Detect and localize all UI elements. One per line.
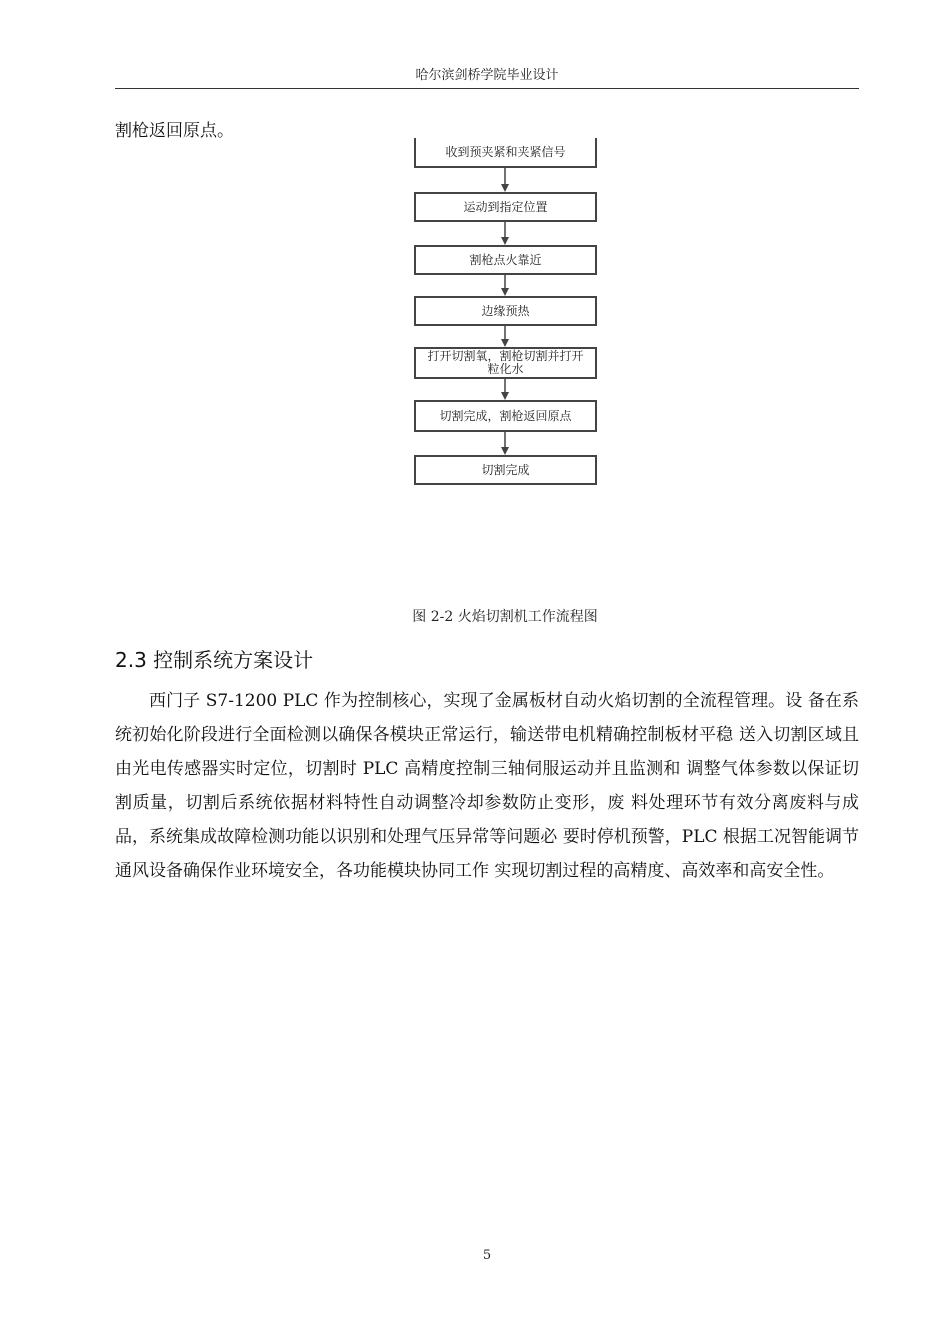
header-rule <box>115 88 859 89</box>
flow-step-cut-complete: 切割完成 <box>414 455 597 485</box>
page-header: 哈尔滨剑桥学院毕业设计 <box>415 68 559 83</box>
page-number: 5 <box>482 1248 492 1263</box>
flow-step-torch-ignite: 割枪点火靠近 <box>414 245 597 275</box>
flow-step-cut-done-return: 切割完成，割枪返回原点 <box>414 400 597 432</box>
figure-caption: 图 2-2 火焰切割机工作流程图 <box>412 609 598 625</box>
flow-step-edge-preheat: 边缘预热 <box>414 296 597 326</box>
flow-step-move-to-position: 运动到指定位置 <box>414 192 597 222</box>
flowchart-figure <box>405 138 605 490</box>
section-heading: 2.3 控制系统方案设计 <box>115 648 314 672</box>
lead-text: 割枪返回原点。 <box>115 121 234 141</box>
body-paragraph: 西门子 S7-1200 PLC 作为控制核心，实现了金属板材自动火焰切割的全流程管理。设 备在系统初始化阶段进行全面检测以确保各模块正常运行，输送带电机精确控制板材平稳 送入切割区域且由光电传感器实时定位，切割时 PLC 高精度控制三轴伺服运动并且监测和 调整气体参数以保证切割质量，切割后系统依据材料特性自动调整冷却参数防止变形，废 料处理环节有效分离废料与成品，系统集成故障检测功能以识别和处理气压异常等问题必 要时停机预警，PLC 根据工况智能调节通风设备确保作业环境安全，各功能模块协同工作 实现切割过程的高精度、高效率和高安全性。 <box>115 691 859 881</box>
flow-step-open-oxygen-cut: 打开切割氧，割枪切割并打开粒化水 <box>414 347 597 379</box>
flow-step-receive-clamp-signal: 收到预夹紧和夹紧信号 <box>414 138 597 168</box>
